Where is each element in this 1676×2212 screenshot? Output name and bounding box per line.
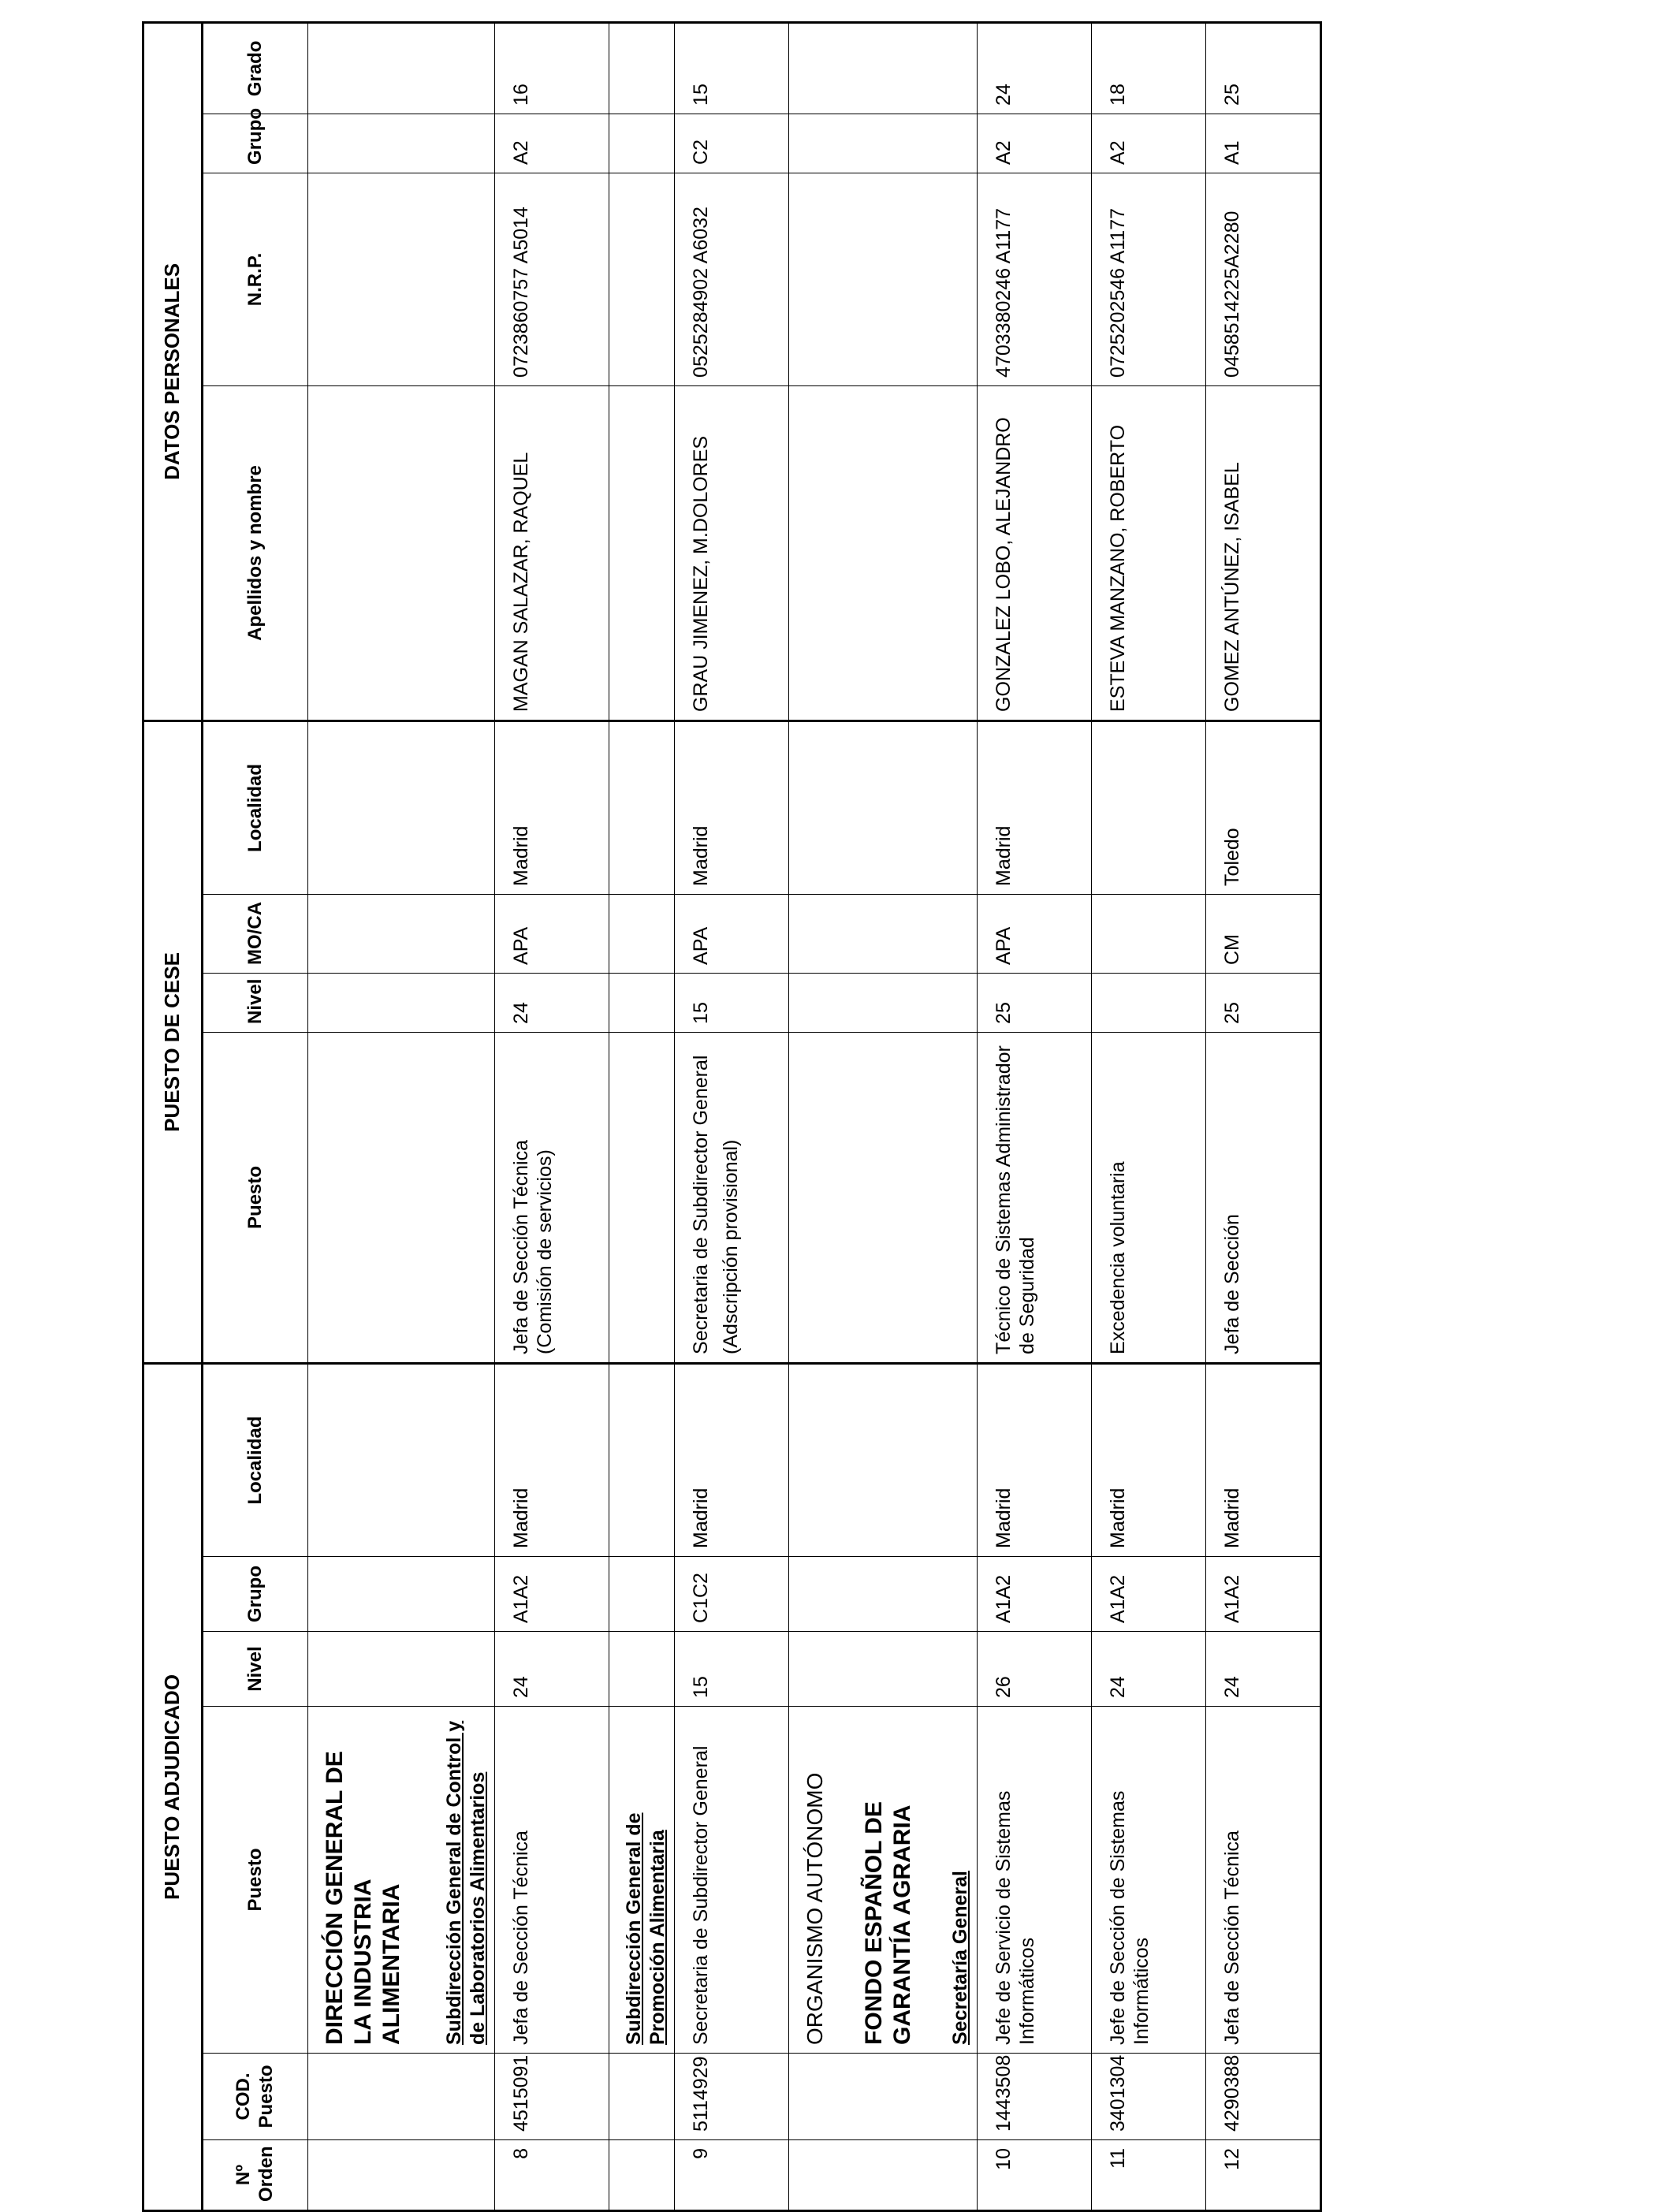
cese-nivel-cell: 24: [495, 973, 609, 1032]
group-header-datos-personales: DATOS PERSONALES: [143, 22, 203, 721]
cese-puesto-cell: Técnico de Sistemas Administrador de Seguridad: [977, 1032, 1091, 1363]
table-row: [1205, 22, 1320, 2210]
grupo-cell: A1A2: [1091, 1557, 1205, 1632]
nrp-cell: 0725202546 A1177: [1091, 173, 1205, 385]
cese-puesto-cell: Jefa de Sección Técnica (Comisión de servicios): [495, 1032, 609, 1363]
col-cese-puesto: Puesto: [203, 1032, 308, 1363]
nrp-cell: 0525284902 A6032: [675, 173, 789, 385]
col-cese-moca: MO/CA: [203, 894, 308, 973]
cese-moca-cell: APA: [977, 894, 1091, 973]
nivel-cell: 24: [1205, 1632, 1320, 1707]
nombre-cell: GRAU JIMENEZ, M.DOLORES: [675, 385, 789, 721]
nombre-cell: GONZALEZ LOBO, ALEJANDRO: [977, 385, 1091, 721]
nivel-cell: 26: [977, 1632, 1091, 1707]
dp-grupo-cell: A1: [1205, 114, 1320, 173]
col-cese-localidad: Localidad: [203, 721, 308, 894]
cod-cell: 1443508: [977, 2054, 1091, 2140]
cese-localidad-cell: Madrid: [675, 721, 789, 894]
cese-nivel-cell: [1091, 973, 1205, 1032]
localidad-cell: Madrid: [1205, 1363, 1320, 1556]
grupo-cell: C1C2: [675, 1557, 789, 1632]
col-localidad: Localidad: [203, 1363, 308, 1556]
localidad-cell: Madrid: [675, 1363, 789, 1556]
col-nrp: N.R.P.: [203, 173, 308, 385]
localidad-cell: Madrid: [1091, 1363, 1205, 1556]
cese-localidad-cell: Madrid: [495, 721, 609, 894]
cese-moca-cell: CM: [1205, 894, 1320, 973]
puesto-cell: Jefa de Sección Técnica: [495, 1707, 609, 2054]
nivel-cell: 24: [495, 1632, 609, 1707]
cese-puesto-cell: Excedencia voluntaria: [1091, 1032, 1205, 1363]
nrp-cell: 0723860757 A5014: [495, 173, 609, 385]
cod-cell: 3401304: [1091, 2054, 1205, 2140]
cod-cell: 4515091: [495, 2054, 609, 2140]
nrp-cell: 4703380246 A1177: [977, 173, 1091, 385]
grado-cell: 15: [675, 22, 789, 114]
dp-grupo-cell: A2: [977, 114, 1091, 173]
orden-cell: 9: [675, 2140, 789, 2211]
orden-cell: 10: [977, 2140, 1091, 2211]
col-nivel: Nivel: [203, 1632, 308, 1707]
cese-localidad-cell: Toledo: [1205, 721, 1320, 894]
nivel-cell: 24: [1091, 1632, 1205, 1707]
cese-nivel-cell: 15: [675, 973, 789, 1032]
cese-puesto-cell: Secretaria de Subdirector General (Adscripción provisional): [675, 1032, 789, 1363]
grado-cell: 24: [977, 22, 1091, 114]
grupo-cell: A1A2: [495, 1557, 609, 1632]
adjudication-table: [142, 21, 1322, 2212]
table-row: [675, 22, 789, 2210]
section-dg-industria: DIRECCIÓN GENERAL DE LA INDUSTRIA ALIMENTARIA Subdirección General de Control y de Laboratorios Alimentarios: [308, 1707, 495, 2054]
cese-moca-cell: APA: [675, 894, 789, 973]
puesto-cell: Secretaria de Subdirector General: [675, 1707, 789, 2054]
cese-localidad-cell: [1091, 721, 1205, 894]
cese-nivel-cell: 25: [977, 973, 1091, 1032]
nivel-cell: 15: [675, 1632, 789, 1707]
col-grupo-dp: Grupo: [203, 114, 308, 173]
cese-moca-cell: [1091, 894, 1205, 973]
nombre-cell: MAGAN SALAZAR, RAQUEL: [495, 385, 609, 721]
table-row: [495, 22, 609, 2210]
puesto-cell: Jefa de Sección Técnica: [1205, 1707, 1320, 2054]
puesto-cell: Jefe de Sección de Sistemas Informáticos: [1091, 1707, 1205, 2054]
dp-grupo-cell: C2: [675, 114, 789, 173]
col-n-orden: Nº Orden: [203, 2140, 308, 2211]
cese-puesto-cell: Jefa de Sección: [1205, 1032, 1320, 1363]
col-puesto: Puesto: [203, 1707, 308, 2054]
cese-nivel-cell: 25: [1205, 973, 1320, 1032]
cod-cell: 4290388: [1205, 2054, 1320, 2140]
orden-cell: 8: [495, 2140, 609, 2211]
section-sub-control: Subdirección General de Control y de Laboratorios Alimentarios: [443, 1720, 489, 2045]
grado-cell: 18: [1091, 22, 1205, 114]
grupo-cell: A1A2: [1205, 1557, 1320, 1632]
puesto-cell: Jefe de Servicio de Sistemas Informáticos: [977, 1707, 1091, 2054]
section-organismo: ORGANISMO AUTÓNOMO: [803, 1772, 827, 2045]
col-grupo: Grupo: [203, 1557, 308, 1632]
grado-cell: 16: [495, 22, 609, 114]
rotated-document-page: [142, 24, 1384, 2212]
orden-cell: 12: [1205, 2140, 1320, 2211]
nombre-cell: ESTEVA MANZANO, ROBERTO: [1091, 385, 1205, 721]
orden-cell: 11: [1091, 2140, 1205, 2211]
section-sub-promocion: Subdirección General de Promoción Alimentaria: [623, 1812, 669, 2045]
table-row: [977, 22, 1091, 2210]
grupo-cell: A1A2: [977, 1557, 1091, 1632]
table-row: [1091, 22, 1205, 2210]
group-header-puesto-adjudicado: PUESTO ADJUDICADO: [143, 1363, 203, 2210]
cese-localidad-cell: Madrid: [977, 721, 1091, 894]
section-fega: FONDO ESPAÑOL DE GARANTÍA AGRARIA: [860, 1801, 915, 2045]
nrp-cell: 0458514225A2280: [1205, 173, 1320, 385]
col-cod-puesto: COD. Puesto: [203, 2054, 308, 2140]
localidad-cell: Madrid: [977, 1363, 1091, 1556]
col-grado: Grado: [203, 22, 308, 114]
dp-grupo-cell: A2: [495, 114, 609, 173]
cese-moca-cell: APA: [495, 894, 609, 973]
cod-cell: 5114929: [675, 2054, 789, 2140]
grado-cell: 25: [1205, 22, 1320, 114]
col-apellidos: Apellidos y nombre: [203, 385, 308, 721]
section-secretaria: Secretaría General: [948, 1871, 971, 2045]
dp-grupo-cell: A2: [1091, 114, 1205, 173]
col-cese-nivel: Nivel: [203, 973, 308, 1032]
nombre-cell: GOMEZ ANTÚNEZ, ISABEL: [1205, 385, 1320, 721]
localidad-cell: Madrid: [495, 1363, 609, 1556]
group-header-puesto-cese: PUESTO DE CESE: [143, 721, 203, 1363]
